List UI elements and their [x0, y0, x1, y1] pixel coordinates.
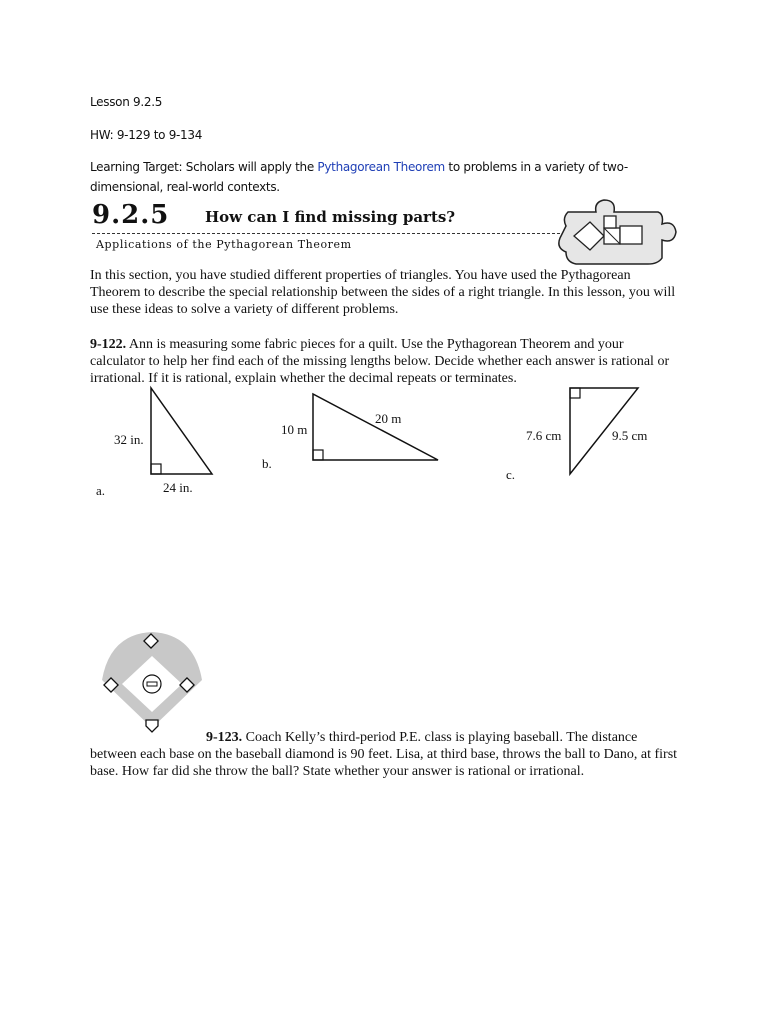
intro-line: use these ideas to solve a variety of different problems. — [90, 302, 399, 317]
triangle-a-side2: 24 in. — [163, 480, 193, 495]
intro-line: Theorem to describe the special relationship between the sides of a right triangle. In this lesson, you will — [90, 285, 676, 300]
section-number: 9.2.5 — [92, 200, 170, 230]
triangle-b-side2: 20 m — [375, 411, 402, 426]
figure-letter-c: c. — [506, 467, 516, 482]
baseball-diamond-icon — [96, 628, 208, 736]
learning-target — [90, 160, 628, 174]
problem-122-line: calculator to help her find each of the missing lengths below. Decide whether each answer is rational or — [90, 354, 670, 369]
problem-123-line: between each base on the baseball diamond is 90 feet. Lisa, at third base, throws the ball to Dano, at first — [90, 747, 678, 762]
intro-line: In this section, you have studied different properties of triangles. You have used the Pythagorean — [90, 268, 631, 283]
banner-divider — [92, 233, 560, 234]
problem-number: 9-122. — [90, 337, 127, 352]
triangle-a — [151, 388, 212, 474]
learning-target-prefix: Learning Target: Scholars will apply the — [90, 160, 318, 174]
learning-target-suffix: to problems in a variety of two- — [444, 160, 628, 174]
problem-123-line: 9-123. Coach Kelly’s third-period P.E. class is playing baseball. The distance — [206, 730, 638, 745]
problem-number: 9-123. — [206, 730, 243, 745]
triangle-b — [313, 394, 438, 460]
triangle-c-side2: 9.5 cm — [612, 428, 648, 443]
figure-letter-b: b. — [262, 456, 272, 471]
pythagorean-theorem-highlight: Pythagorean Theorem — [317, 160, 445, 174]
triangle-a-side1: 32 in. — [114, 432, 144, 447]
triangle-b-side1: 10 m — [281, 422, 308, 437]
learning-target-line2: dimensional, real-world contexts. — [90, 180, 280, 194]
intro-paragraph — [90, 267, 680, 318]
section-subtitle: Applications of the Pythagorean Theorem — [96, 238, 352, 251]
puzzle-piece-icon — [558, 196, 688, 268]
section-question: How can I find missing parts? — [205, 208, 456, 226]
problem-123 — [90, 729, 690, 780]
homework-line: HW: 9-129 to 9-134 — [90, 128, 203, 142]
figure-letter-a: a. — [96, 483, 106, 498]
problem-122-line: irrational. If it is rational, explain whether the decimal repeats or terminates. — [90, 371, 517, 386]
lesson-title: Lesson 9.2.5 — [90, 95, 163, 109]
problem-123-line: base. How far did she throw the ball? State whether your answer is rational or irrational. — [90, 764, 585, 779]
problem-122-line: 9-122. Ann is measuring some fabric pieces for a quilt. Use the Pythagorean Theorem and your — [90, 337, 624, 352]
triangle-c-side1: 7.6 cm — [526, 428, 562, 443]
